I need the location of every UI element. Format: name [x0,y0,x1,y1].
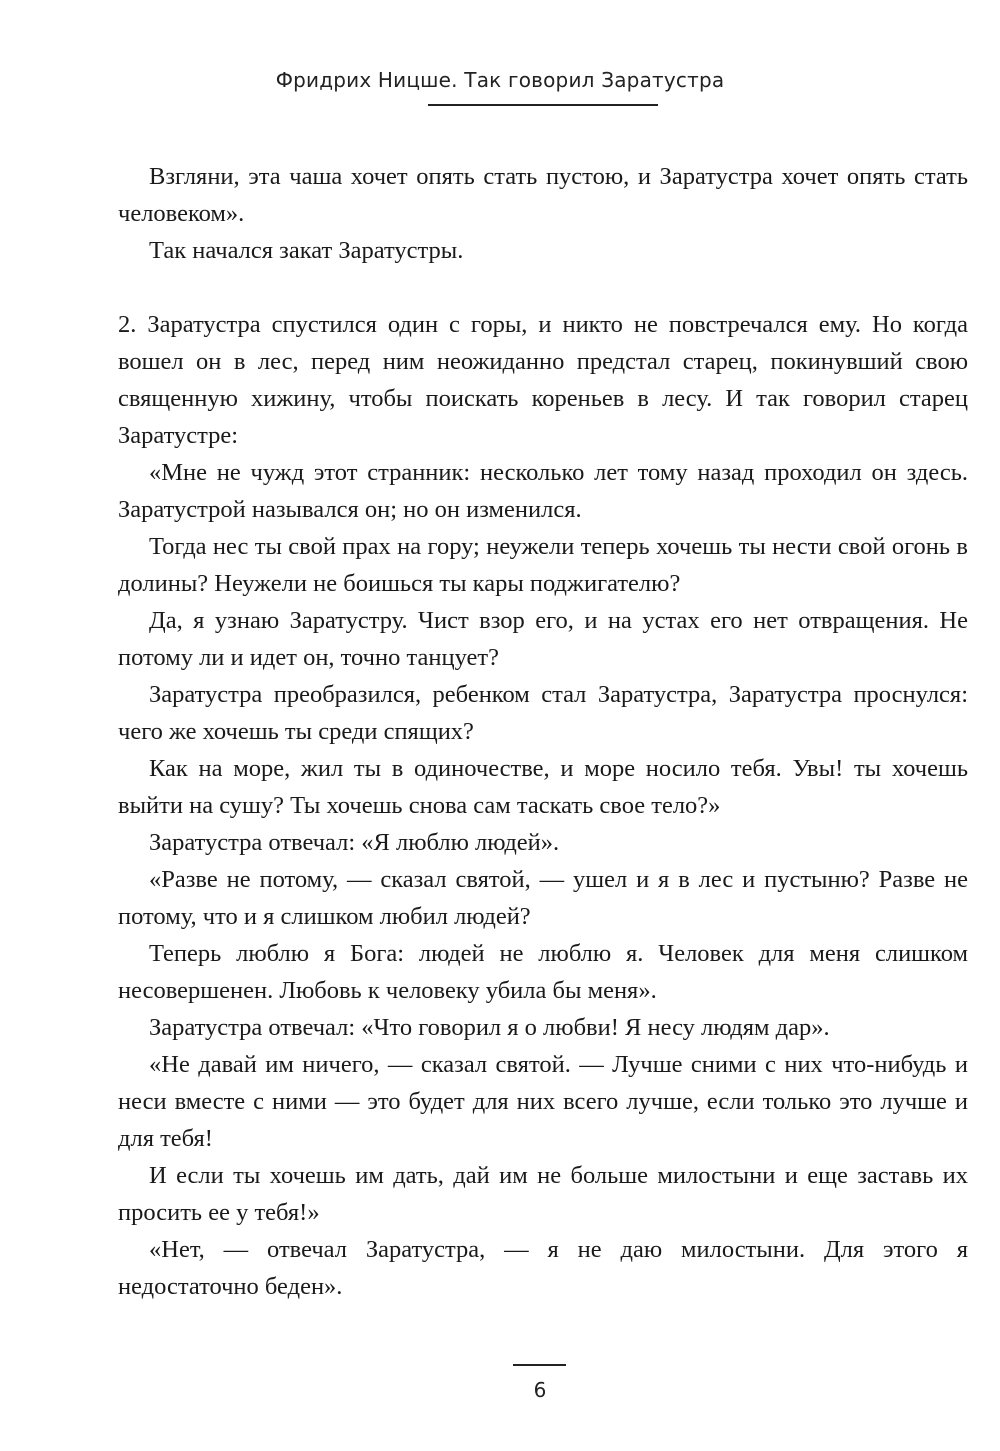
paragraph: Как на море, жил ты в одиночестве, и море носило тебя. Увы! ты хочешь выйти на сушу? Ты хочешь снова сам таскать свое тело?» [118,755,968,819]
header-rule [428,104,658,106]
paragraph: «Мне не чужд этот странник: несколько лет тому назад проходил он здесь. Заратустрой назывался он; но он изменился. [118,459,968,523]
paragraph: Заратустра преобразился, ребенком стал Заратустра, Заратустра проснулся: чего же хочешь ты среди спящих? [118,681,968,745]
paragraph: «Разве не потому, — сказал святой, — ушел и я в лес и пустыню? Разве не потому, что и я слишком любил людей? [118,866,968,930]
paragraph: Так начался закат Заратустры. [149,237,464,264]
folio-rule [513,1364,566,1366]
paragraph: И если ты хочешь им дать, дай им не больше милостыни и еще заставь их просить ее у тебя!» [118,1162,968,1226]
paragraph: «Нет, — отвечал Заратустра, — я не даю милостыни. Для этого я недостаточно беден». [118,1236,968,1300]
main-text [118,158,968,1305]
paragraph: Заратустра отвечал: «Я люблю людей». [149,829,560,856]
paragraph: Заратустра отвечал: «Что говорил я о любви! Я несу людям дар». [149,1014,830,1041]
page-number: 6 [533,1378,547,1402]
running-head: Фридрих Ницше. Так говорил Заратустра [275,68,725,92]
paragraph: Тогда нес ты свой прах на гору; неужели теперь хочешь ты нести свой огонь в долины? Неужели не боишься ты кары поджигателю? [118,533,968,597]
paragraph: «Не давай им ничего, — сказал святой. — Лучше сними с них что-нибудь и неси вместе с ними — это будет для них всего лучше, если только это лучше и для тебя! [118,1051,968,1152]
paragraph: Взгляни, эта чаша хочет опять стать пустою, и Заратустра хочет опять стать человеком». [118,163,968,227]
paragraph: Теперь люблю я Бога: людей не люблю я. Человек для меня слишком несовершенен. Любовь к человеку убила бы меня». [118,940,968,1004]
paragraph: Да, я узнаю Заратустру. Чист взор его, и на устах его нет отвращения. Не потому ли и идет он, точно танцует? [118,607,968,671]
section-start-paragraph: 2. Заратустра спустился один с горы, и никто не повстречался ему. Но когда вошел он в лес, перед ним неожиданно предстал старец, покинувший свою священную хижину, чтобы поискать кореньев в лесу. И так говорил старец Заратустре: [118,311,968,449]
